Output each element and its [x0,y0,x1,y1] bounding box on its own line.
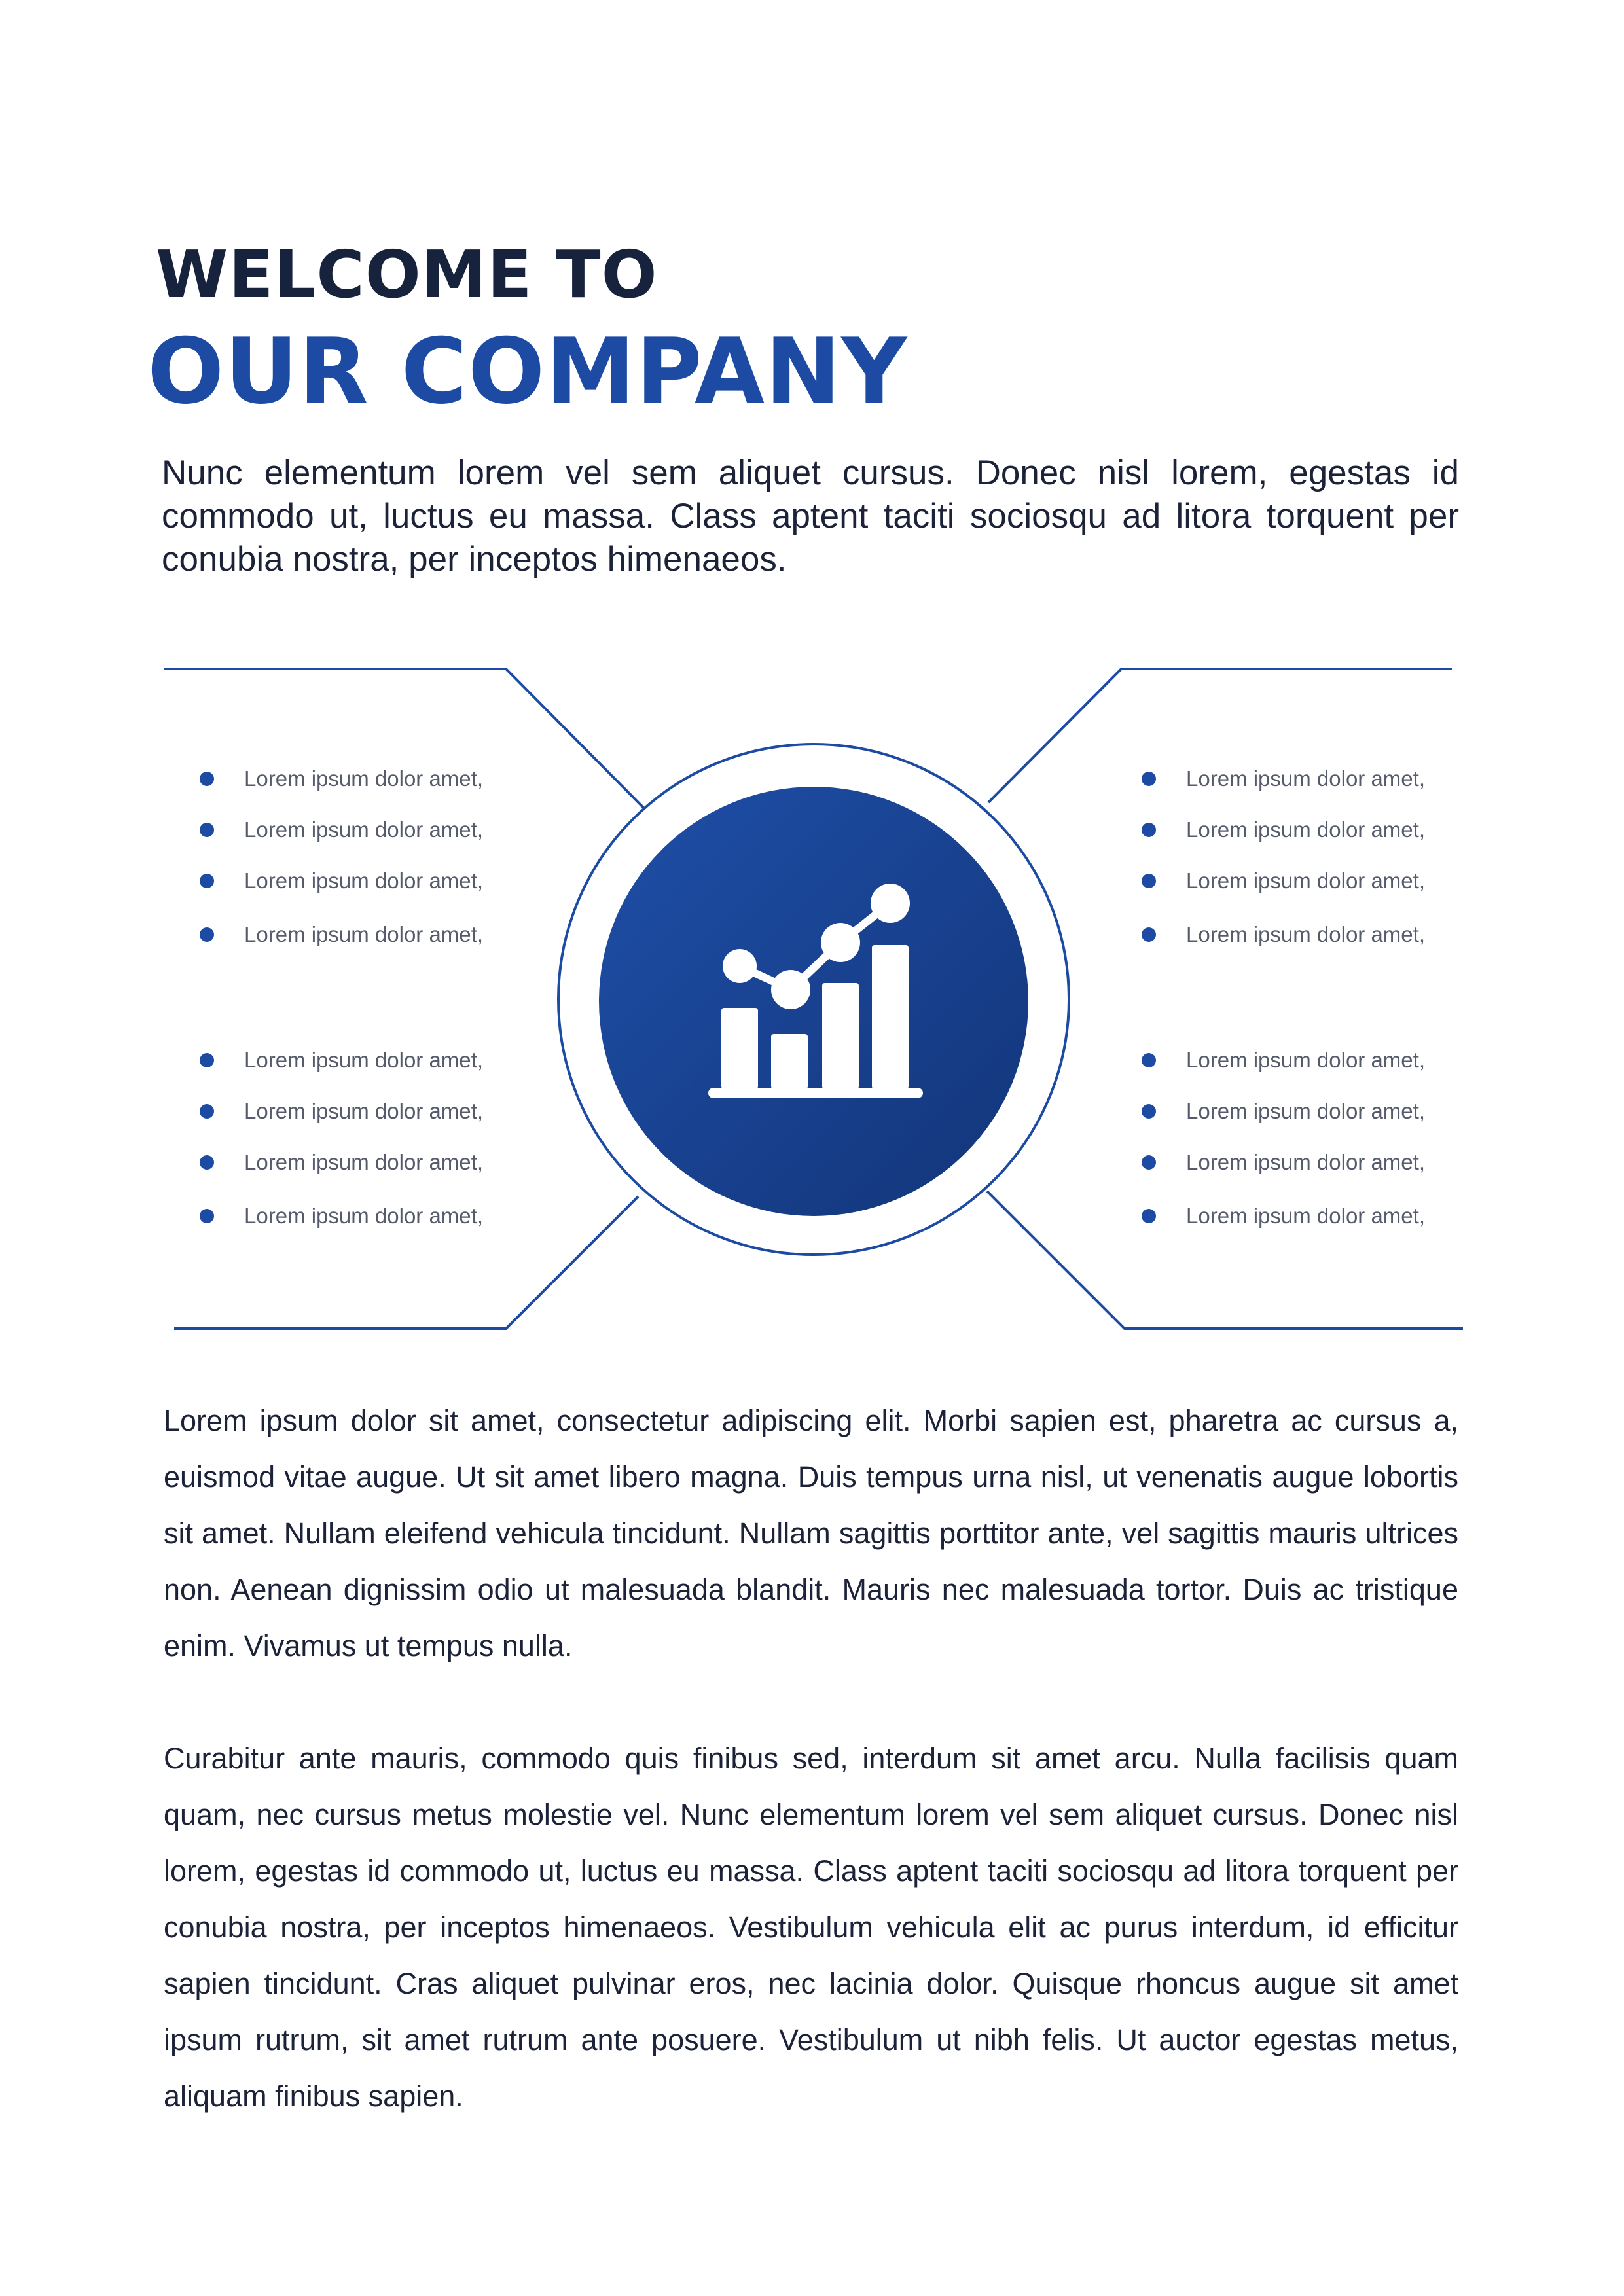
list-item: Lorem ipsum dolor amet, [1186,922,1425,948]
list-item: Lorem ipsum dolor amet, [244,817,483,843]
list-item: Lorem ipsum dolor amet, [244,1203,483,1229]
title-company: OUR COMPANY [147,319,908,424]
list-item: Lorem ipsum dolor amet, [1186,1047,1425,1073]
bullet-dot [200,874,214,888]
bullet-dot [200,1053,214,1067]
bullet-dot [1142,874,1156,888]
bullet-dot [1142,1155,1156,1170]
bullet-dot [1142,772,1156,786]
list-item: Lorem ipsum dolor amet, [244,1149,483,1175]
bullet-dot [200,927,214,942]
body-paragraph-1: Lorem ipsum dolor sit amet, consectetur adipiscing elit. Morbi sapien est, pharetra ac cursus a, euismod vitae augue. Ut sit amet libero magna. Duis tempus urna nisl, ut venenatis augue lobortis sit amet. Nullam eleifend vehicula tincidunt. Nullam sagittis porttitor ante, vel sagittis mauris ultrices non. Aenean dignissim odio ut malesuada blandit. Mauris nec malesuada tortor. Duis ac tristique enim. Vivamus ut tempus nulla. [164,1404,1458,1662]
bullet-dot [1142,927,1156,942]
intro-paragraph: Nunc elementum lorem vel sem aliquet cursus. Donec nisl lorem, egestas id commodo ut, luctus eu massa. Class aptent taciti sociosqu ad litora torquent per conubia nostra, per inceptos himenaeos. [162,454,1459,579]
bullet-dot [200,772,214,786]
bullet-dot [1142,1053,1156,1067]
bullet-dot [200,1104,214,1119]
list-item: Lorem ipsum dolor amet, [1186,1149,1425,1175]
list-item: Lorem ipsum dolor amet, [1186,1203,1425,1229]
bullet-dot [200,823,214,837]
bullet-dot [1142,1209,1156,1223]
list-item: Lorem ipsum dolor amet, [1186,817,1425,843]
list-item: Lorem ipsum dolor amet, [1186,766,1425,792]
list-item: Lorem ipsum dolor amet, [1186,868,1425,894]
list-item: Lorem ipsum dolor amet, [1186,1098,1425,1124]
list-item: Lorem ipsum dolor amet, [244,766,483,792]
list-item: Lorem ipsum dolor amet, [244,1047,483,1073]
bar-chart-growth-icon [700,877,929,1113]
list-item: Lorem ipsum dolor amet, [244,1098,483,1124]
bullet-dot [1142,823,1156,837]
title-welcome: WELCOME TO [156,236,658,313]
bullet-dot [1142,1104,1156,1119]
list-item: Lorem ipsum dolor amet, [244,868,483,894]
bullet-dot [200,1209,214,1223]
list-item: Lorem ipsum dolor amet, [244,922,483,948]
bullet-dot [200,1155,214,1170]
body-paragraph-2: Curabitur ante mauris, commodo quis finibus sed, interdum sit amet arcu. Nulla facilisis quam quam, nec cursus metus molestie vel. Nunc elementum lorem vel sem aliquet cursus. Donec nisl lorem, egestas id commodo ut, luctus eu massa. Class aptent taciti sociosqu ad litora torquent per conubia nostra, per inceptos himenaeos. Vestibulum vehicula elit ac purus interdum, id efficitur sapien tincidunt. Cras aliquet pulvinar eros, nec lacinia dolor. Quisque rhoncus augue sit amet ipsum rutrum, sit amet rutrum ante posuere. Vestibulum ut nibh felis. Ut auctor egestas metus, aliquam finibus sapien. [164,1742,1458,2113]
